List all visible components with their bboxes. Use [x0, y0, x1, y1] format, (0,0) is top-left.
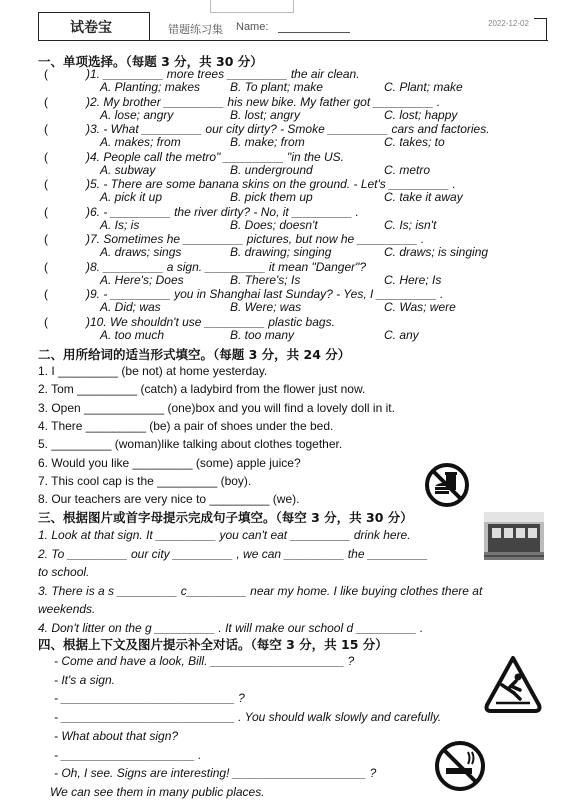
answer-paren[interactable]: ( [44, 287, 48, 301]
option-a: A. Planting; makes [100, 80, 201, 94]
option-c: C. lost; happy [384, 107, 458, 122]
section4-title: 四、根据上下文及图片提示补全对话。（每空 3 分，共 15 分） [38, 637, 388, 652]
section3-title: 三、根据图片或首字母提示完成句子填空。（每空 3 分，共 30 分） [38, 510, 413, 525]
question-3: )3. - What _________ our city dirty? - Smoke _________ cars and factories. [86, 122, 490, 136]
dialogue-line: We can see them in many public places. [50, 784, 265, 799]
option-c: C. draws; is singing [384, 245, 489, 259]
option-b: B. Does; doesn't [230, 217, 318, 232]
sentence-item: 4. Don't litter on the g _________ . It will make our school d _________ . [38, 620, 424, 635]
sentence-item: to school. [38, 565, 90, 579]
sentence-item: 2. To _________ our city _________ , we can _________ the _________ [38, 546, 428, 561]
option-a: A. Did; was [100, 300, 161, 314]
question-6: )6. - _________ the river dirty? - No, it _________ . [86, 204, 359, 219]
question-2: )2. My brother _________ his new bike. My father got _________ . [86, 94, 441, 109]
option-b: B. too many [230, 327, 295, 342]
option-b: B. underground [230, 162, 313, 177]
header-bracket [534, 18, 547, 41]
fill-item: 1. I _________ (be not) at home yesterday. [38, 364, 268, 378]
option-c: C. take it away [384, 190, 463, 204]
option-a: A. lose; angry [100, 107, 174, 122]
brand-title: 试卷宝 [70, 19, 112, 35]
option-b: B. To plant; make [230, 80, 323, 94]
option-c: C. Is; isn't [384, 217, 437, 232]
section1-title: 一、单项选择。（每题 3 分，共 30 分） [38, 54, 263, 69]
option-c: C. any [384, 327, 419, 342]
sentence-item: 3. There is a s _________ c_________ near my home. I like buying clothes there at [38, 583, 483, 598]
option-c: C. Here; Is [384, 272, 442, 287]
fill-item: 5. _________ (woman)like talking about clothes together. [38, 437, 343, 452]
name-label: Name: [236, 21, 269, 33]
sentence-item: 1. Look at that sign. It _________ you can't eat _________ drink here. [38, 528, 411, 542]
question-9: )9. - _________ you in Shanghai last Sunday? - Yes, I _________ . [86, 287, 444, 301]
answer-paren[interactable]: ( [44, 122, 48, 136]
question-5: )5. - There are some banana skins on the ground. - Let's _________ . [86, 177, 456, 191]
question-1: )1. _________ more trees _________ the air clean. [86, 67, 360, 81]
option-a: A. Is; is [100, 217, 140, 232]
header-subtitle: 错题练习集 [168, 24, 223, 36]
dialogue-line: - Come and have a look, Bill. ____________________ ? [54, 654, 355, 668]
answer-paren[interactable]: ( [44, 67, 48, 81]
option-c: C. takes; to [384, 135, 445, 149]
dialogue-line: - __________________________ ? [54, 691, 245, 706]
option-b: B. drawing; singing [230, 245, 332, 259]
option-c: C. metro [384, 162, 431, 177]
dialogue-line: - Oh, I see. Signs are interesting! ____________________ ? [54, 766, 377, 781]
fill-item: 7. This cool cap is the _________ (boy). [38, 473, 252, 488]
fill-item: 3. Open ____________ (one)box and you will find a lovely doll in it. [38, 400, 395, 415]
option-c: C. Was; were [384, 300, 456, 314]
header-top-box [210, 0, 294, 13]
option-b: B. There's; Is [230, 272, 301, 287]
option-a: A. pick it up [100, 190, 163, 204]
fill-item: 2. Tom _________ (catch) a ladybird from the flower just now. [38, 382, 366, 397]
dialogue-line: - __________________________ . You should walk slowly and carefully. [54, 710, 442, 725]
header-divider [38, 40, 548, 41]
dialogue-line: - What about that sign? [54, 728, 179, 743]
answer-paren[interactable]: ( [44, 94, 48, 109]
answer-paren[interactable]: ( [44, 149, 48, 164]
train-photo-icon [484, 512, 544, 560]
answer-paren[interactable]: ( [44, 177, 48, 191]
answer-paren[interactable]: ( [44, 232, 48, 246]
fill-item: 4. There _________ (be) a pair of shoes under the bed. [38, 418, 334, 433]
dialogue-line: - It's a sign. [54, 672, 115, 687]
option-b: B. lost; angry [230, 107, 301, 122]
no-food-sign-icon [424, 462, 470, 508]
name-blank[interactable] [278, 32, 350, 33]
option-a: A. draws; sings [100, 245, 182, 259]
no-smoking-sign-icon [434, 740, 486, 792]
dialogue-line: - ____________________ . [54, 747, 202, 762]
slippery-floor-sign-icon [484, 655, 542, 717]
fill-item: 6. Would you like _________ (some) apple juice? [38, 455, 301, 470]
answer-paren[interactable]: ( [44, 259, 48, 274]
fill-item: 8. Our teachers are very nice to _________ (we). [38, 492, 300, 507]
option-c: C. Plant; make [384, 80, 463, 94]
option-a: A. subway [100, 162, 156, 177]
option-b: B. make; from [230, 135, 305, 149]
answer-paren[interactable]: ( [44, 314, 48, 329]
question-8: )8. _________ a sign. _________ it mean "Danger"? [86, 259, 367, 274]
option-a: A. makes; from [100, 135, 181, 149]
option-a: A. too much [100, 327, 165, 342]
option-b: B. Were; was [230, 300, 302, 314]
question-4: )4. People call the metro" _________ "in the US. [86, 149, 345, 164]
question-7: )7. Sometimes he _________ pictures, but now he _________ . [86, 232, 425, 246]
header-date: 2022-12-02 [488, 19, 529, 28]
option-b: B. pick them up [230, 190, 313, 204]
answer-paren[interactable]: ( [44, 204, 48, 219]
sentence-item: weekends. [38, 602, 96, 616]
section2-title: 二、用所给词的适当形式填空。（每题 3 分，共 24 分） [38, 347, 351, 362]
question-10: )10. We shouldn't use _________ plastic bags. [86, 314, 335, 329]
option-a: A. Here's; Does [100, 272, 184, 287]
